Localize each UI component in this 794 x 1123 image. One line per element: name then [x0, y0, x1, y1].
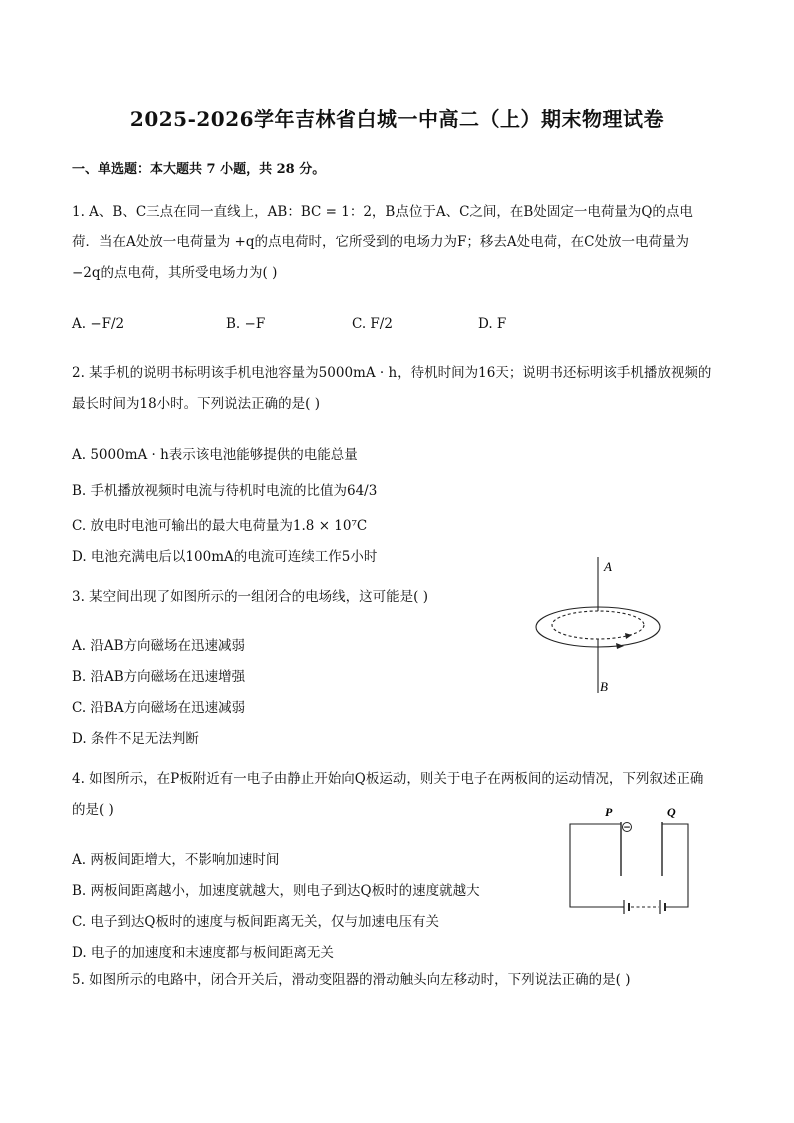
q3-figure-field-lines — [528, 555, 668, 700]
q3-line-1: 3. 某空间出现了如图所示的一组闭合的电场线，这可能是( ) — [72, 589, 428, 605]
section-heading: 一、单选题：本大题共 7 小题，共 28 分。 — [72, 162, 326, 177]
q3-arrow-inner — [625, 633, 632, 639]
q4-electron-sign: − — [623, 823, 631, 833]
q4-line-1: 4. 如图所示，在P板附近有一电子由静止开始向Q板运动，则关于电子在两板间的运动情况，下列叙述正确 — [72, 771, 704, 787]
q4-figure-circuit — [564, 800, 699, 920]
q1-option-c: C. F/2 — [352, 316, 393, 332]
q3-option-d: D. 条件不足无法判断 — [72, 731, 199, 747]
q2-option-b: B. 手机播放视频时电流与待机时电流的比值为64/3 — [72, 483, 378, 499]
q4-option-a: A. 两板间距增大，不影响加速时间 — [72, 852, 280, 868]
q1-option-a: A. −F/2 — [72, 316, 125, 332]
q4-wire-left — [570, 824, 621, 907]
q4-label-p: P — [605, 805, 613, 819]
q1-option-b: B. −F — [226, 316, 266, 332]
page-title: 2025-2026学年吉林省白城一中高二（上）期末物理试卷 — [129, 107, 665, 131]
q3-option-a: A. 沿AB方向磁场在迅速减弱 — [72, 638, 246, 654]
q2-line-2: 最长时间为18小时。下列说法正确的是( ) — [72, 396, 321, 412]
q2-option-a: A. 5000mA · h表示该电池能够提供的电能总量 — [72, 447, 358, 463]
q4-label-q: Q — [667, 805, 676, 819]
q2-option-c: C. 放电时电池可输出的最大电荷量为1.8 × 10⁷C — [72, 518, 368, 534]
q3-option-c: C. 沿BA方向磁场在迅速减弱 — [72, 700, 246, 716]
q4-line-2: 的是( ) — [72, 802, 114, 818]
q1-line-3: −2q的点电荷，其所受电场力为( ) — [72, 265, 278, 281]
q1-line-1: 1. A、B、C三点在同一直线上，AB：BC = 1：2，B点位于A、C之间，在B处固定一电荷量为Q的点电 — [72, 204, 693, 220]
q3-label-b: B — [600, 679, 608, 694]
q5-line-1: 5. 如图所示的电路中，闭合开关后，滑动变阻器的滑动触头向左移动时，下列说法正确的是( ) — [72, 972, 631, 988]
q3-arrow-outer — [616, 643, 624, 649]
q3-option-b: B. 沿AB方向磁场在迅速增强 — [72, 669, 246, 685]
q4-option-c: C. 电子到达Q板时的速度与板间距离无关，仅与加速电压有关 — [72, 914, 439, 930]
q4-option-b: B. 两板间距离越小，加速度就越大，则电子到达Q板时的速度就越大 — [72, 883, 480, 899]
q4-wire-right — [662, 824, 688, 907]
q1-line-2: 荷．当在A处放一电荷量为 +q的点电荷时，它所受到的电场力为F；移去A处电荷，在C处放一电荷量为 — [72, 234, 689, 250]
q2-option-d: D. 电池充满电后以100mA的电流可连续工作5小时 — [72, 549, 378, 565]
q4-option-d: D. 电子的加速度和末速度都与板间距离无关 — [72, 945, 334, 961]
q3-label-a: A — [604, 559, 612, 574]
q2-line-1: 2. 某手机的说明书标明该手机电池容量为5000mA · h，待机时间为16天；说明书还标明该手机播放视频的 — [72, 365, 712, 381]
q1-option-d: D. F — [478, 316, 507, 332]
